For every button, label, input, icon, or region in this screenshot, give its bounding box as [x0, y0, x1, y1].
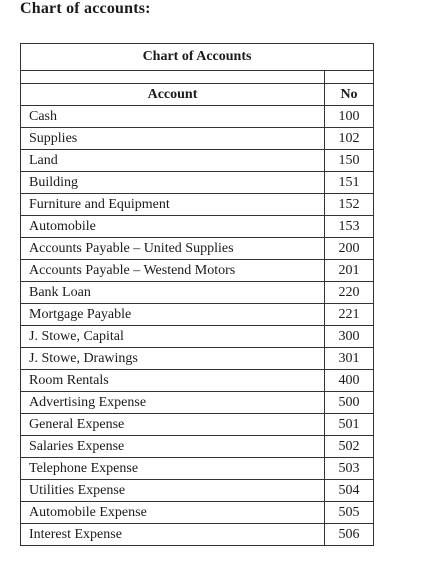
- account-number-cell: 201: [325, 260, 374, 282]
- account-number-cell: 500: [325, 392, 374, 414]
- table-row: [21, 150, 374, 172]
- account-number-cell: 501: [325, 414, 374, 436]
- account-name-cell: Accounts Payable – Westend Motors: [21, 260, 325, 282]
- account-number-cell: 220: [325, 282, 374, 304]
- table-row: [21, 502, 374, 524]
- table-header-row: [21, 84, 374, 106]
- account-number-cell: 506: [325, 524, 374, 546]
- account-name-cell: Interest Expense: [21, 524, 325, 546]
- table-row: [21, 326, 374, 348]
- table-row: [21, 106, 374, 128]
- table-row: [21, 370, 374, 392]
- table-row: [21, 414, 374, 436]
- account-number-cell: 152: [325, 194, 374, 216]
- table-spacer-row: [21, 71, 374, 84]
- account-number-cell: 400: [325, 370, 374, 392]
- table-title-row: [21, 44, 374, 71]
- account-number-cell: 100: [325, 106, 374, 128]
- account-number-cell: 151: [325, 172, 374, 194]
- table-row: [21, 216, 374, 238]
- account-number-cell: 503: [325, 458, 374, 480]
- account-name-cell: Supplies: [21, 128, 325, 150]
- table-row: [21, 238, 374, 260]
- table-row: [21, 172, 374, 194]
- account-name-cell: Telephone Expense: [21, 458, 325, 480]
- account-number-cell: 300: [325, 326, 374, 348]
- table-row: [21, 480, 374, 502]
- column-header-account: Account: [21, 84, 325, 106]
- spacer-cell: [325, 71, 374, 84]
- spacer-cell: [21, 71, 325, 84]
- table-row: [21, 194, 374, 216]
- account-name-cell: Mortgage Payable: [21, 304, 325, 326]
- account-number-cell: 200: [325, 238, 374, 260]
- account-name-cell: Cash: [21, 106, 325, 128]
- table-row: [21, 260, 374, 282]
- table-row: [21, 392, 374, 414]
- account-number-cell: 221: [325, 304, 374, 326]
- account-name-cell: General Expense: [21, 414, 325, 436]
- account-number-cell: 153: [325, 216, 374, 238]
- account-number-cell: 502: [325, 436, 374, 458]
- account-name-cell: Advertising Expense: [21, 392, 325, 414]
- account-name-cell: Accounts Payable – United Supplies: [21, 238, 325, 260]
- chart-of-accounts-table: [20, 43, 374, 546]
- column-header-no: No: [325, 84, 374, 106]
- account-name-cell: Automobile: [21, 216, 325, 238]
- account-name-cell: J. Stowe, Drawings: [21, 348, 325, 370]
- account-number-cell: 505: [325, 502, 374, 524]
- account-name-cell: Furniture and Equipment: [21, 194, 325, 216]
- account-name-cell: J. Stowe, Capital: [21, 326, 325, 348]
- table-row: [21, 524, 374, 546]
- page-heading: Chart of accounts:: [20, 0, 151, 17]
- table-row: [21, 282, 374, 304]
- account-name-cell: Land: [21, 150, 325, 172]
- account-name-cell: Utilities Expense: [21, 480, 325, 502]
- account-number-cell: 102: [325, 128, 374, 150]
- account-name-cell: Bank Loan: [21, 282, 325, 304]
- account-name-cell: Salaries Expense: [21, 436, 325, 458]
- table-title: Chart of Accounts: [21, 44, 374, 71]
- account-number-cell: 150: [325, 150, 374, 172]
- table-row: [21, 128, 374, 150]
- account-number-cell: 301: [325, 348, 374, 370]
- table-row: [21, 436, 374, 458]
- account-number-cell: 504: [325, 480, 374, 502]
- account-name-cell: Automobile Expense: [21, 502, 325, 524]
- table-row: [21, 348, 374, 370]
- account-name-cell: Building: [21, 172, 325, 194]
- account-name-cell: Room Rentals: [21, 370, 325, 392]
- table-row: [21, 304, 374, 326]
- table-row: [21, 458, 374, 480]
